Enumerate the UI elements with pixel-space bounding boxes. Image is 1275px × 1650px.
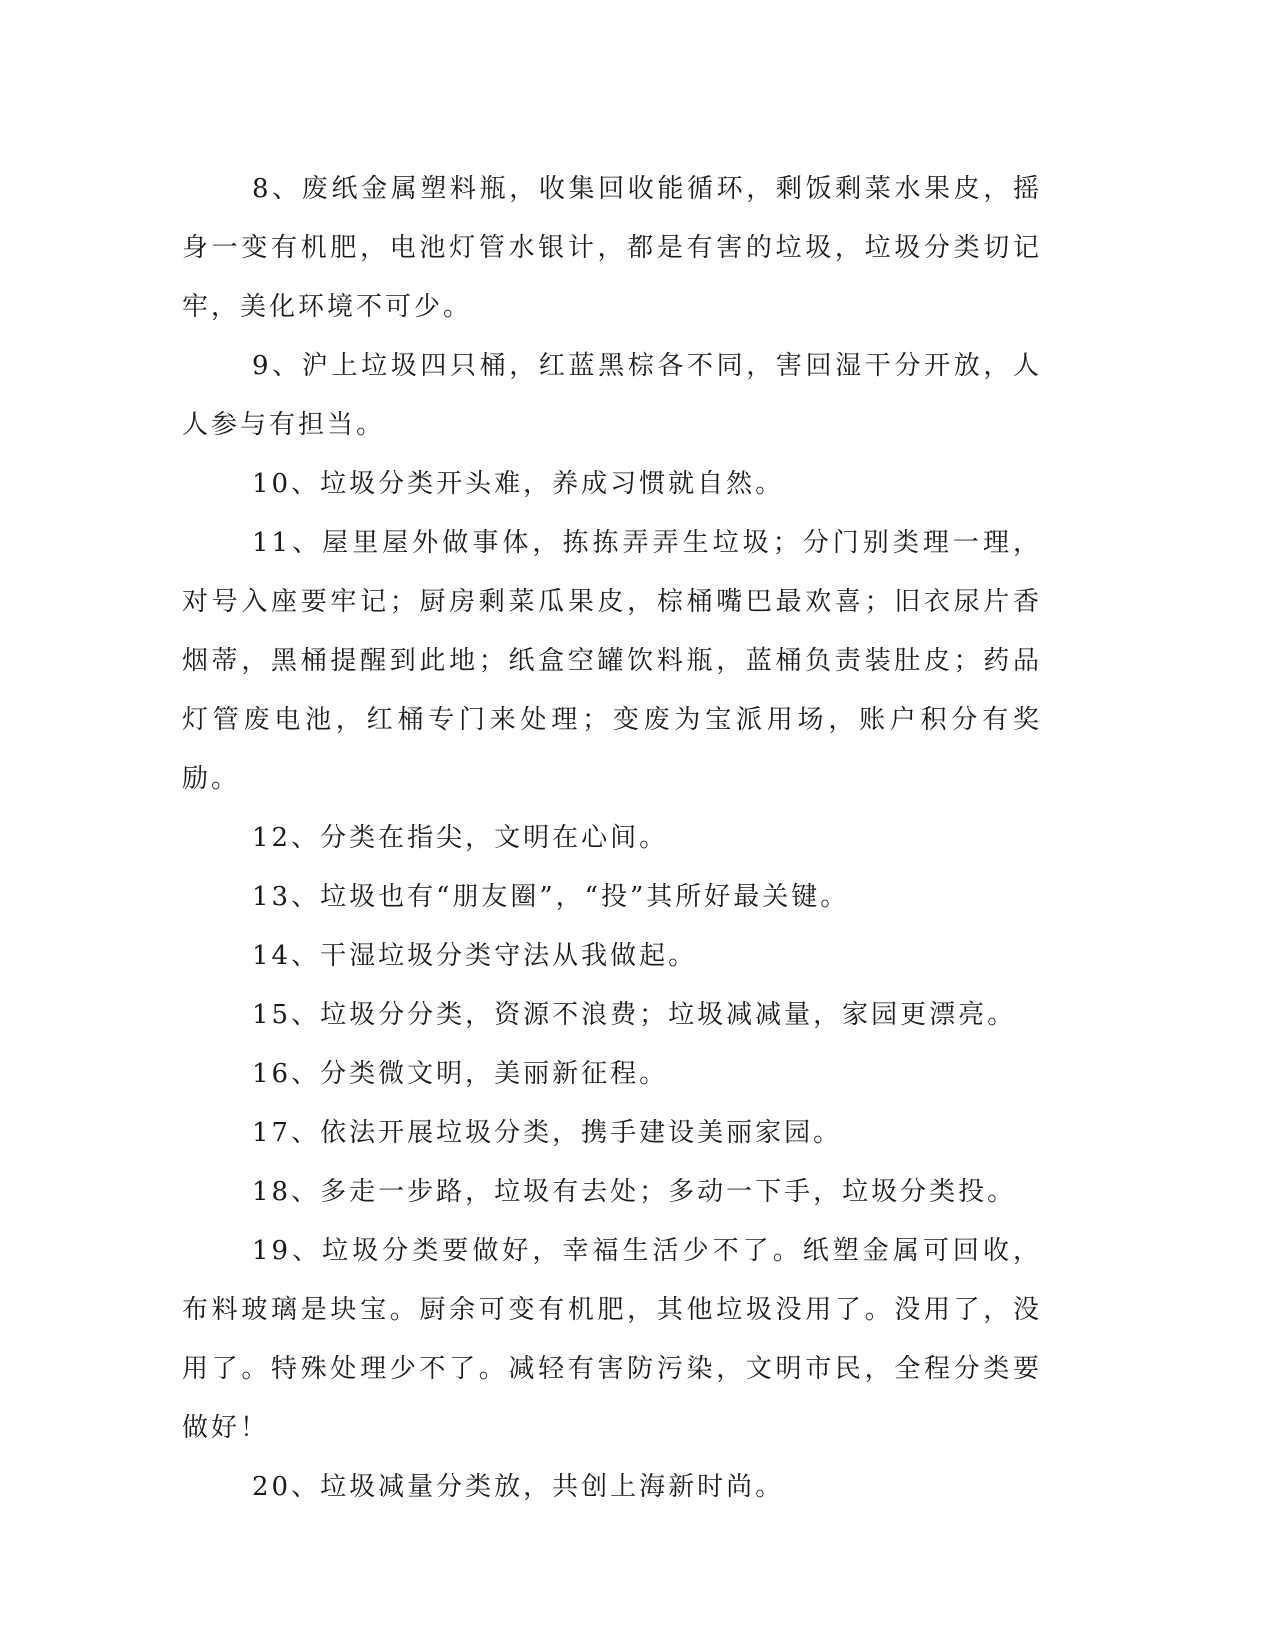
paragraph-item-10: 10、垃圾分类开头难，养成习惯就自然。 [252,469,785,499]
paragraph-item-11: 11、屋里屋外做事体，拣拣弄弄生垃圾；分门别类理一理，对号入座要牢记；厨房剩菜瓜果皮，棕桶嘴巴最欢喜；旧衣尿片香烟蒂，黑桶提醒到此地；纸盒空罐饮料瓶，蓝桶负责装肚皮；药品灯管废电池，红桶专门来处理；变废为宝派用场，账户积分有奖励。 [182,528,1042,794]
paragraph-item-12: 12、分类在指尖，文明在心间。 [252,823,669,853]
paragraph-item-13: 13、垃圾也有“朋友圈”，“投”其所好最关键。 [252,882,850,912]
paragraph-item-19: 19、垃圾分类要做好，幸福生活少不了。纸塑金属可回收，布料玻璃是块宝。厨余可变有机肥，其他垃圾没用了。没用了，没用了。特殊处理少不了。减轻有害防污染，文明市民，全程分类要做好！ [182,1236,1042,1443]
paragraph-item-14: 14、干湿垃圾分类守法从我做起。 [252,941,698,971]
document-body [182,160,1042,1517]
paragraph-item-9: 9、沪上垃圾四只桶，红蓝黑棕各不同，害回湿干分开放，人人参与有担当。 [182,351,1042,440]
paragraph-item-20: 20、垃圾减量分类放，共创上海新时尚。 [252,1472,785,1502]
paragraph-item-15: 15、垃圾分分类，资源不浪费；垃圾减减量，家园更漂亮。 [252,1000,1017,1030]
paragraph-item-16: 16、分类微文明，美丽新征程。 [252,1059,669,1089]
paragraph-item-17: 17、依法开展垃圾分类，携手建设美丽家园。 [252,1118,843,1148]
paragraph-item-8: 8、废纸金属塑料瓶，收集回收能循环，剩饭剩菜水果皮，摇身一变有机肥，电池灯管水银计，都是有害的垃圾，垃圾分类切记牢，美化环境不可少。 [182,174,1042,322]
paragraph-item-18: 18、多走一步路，垃圾有去处；多动一下手，垃圾分类投。 [252,1177,1017,1207]
